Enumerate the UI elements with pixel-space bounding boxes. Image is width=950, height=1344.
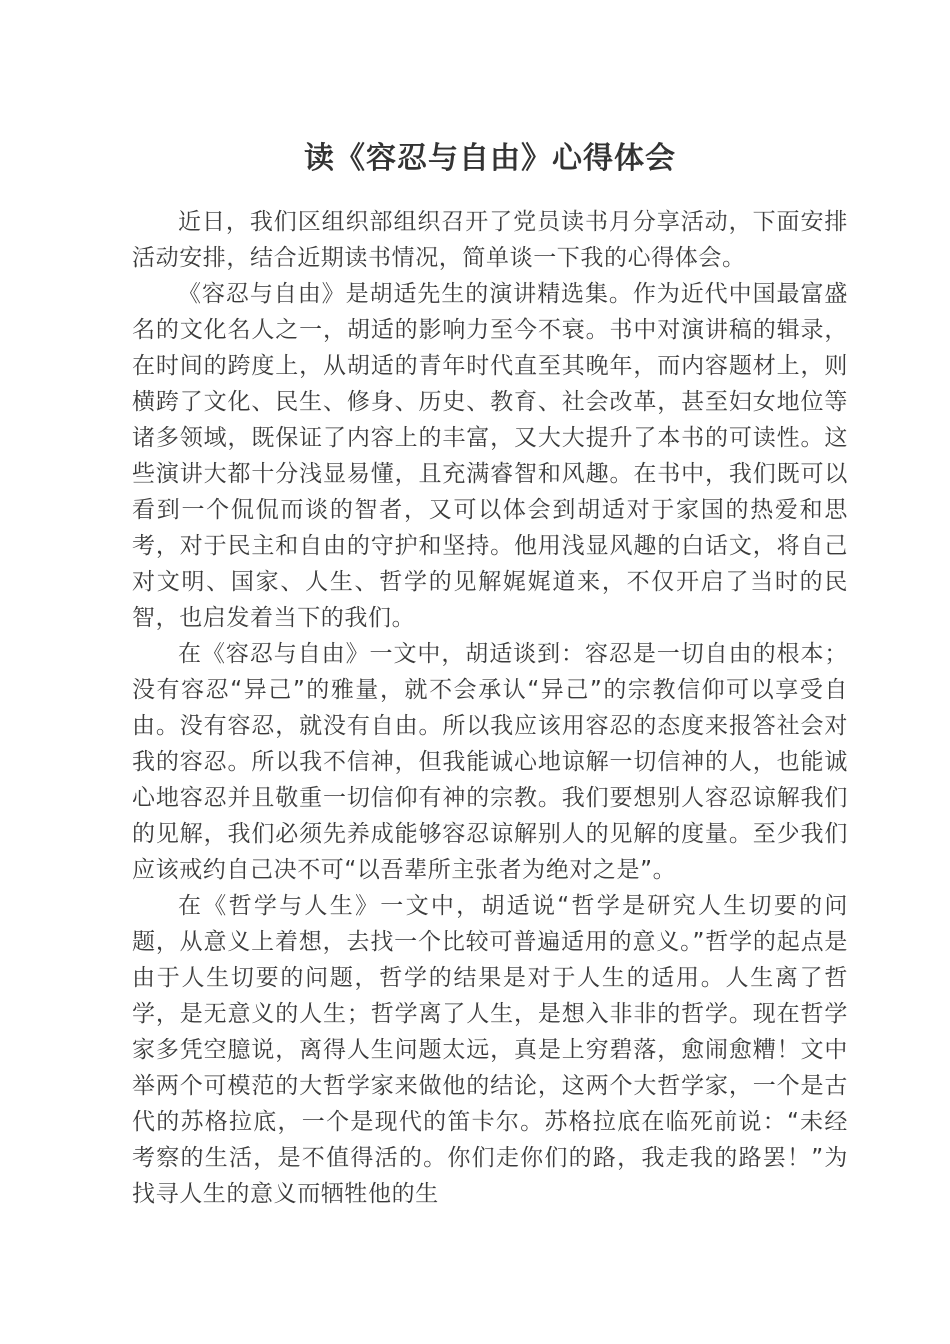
- paragraph-book-overview: 《容忍与自由》是胡适先生的演讲精选集。作为近代中国最富盛名的文化名人之一，胡适的影响力至今不衰。书中对演讲稿的辑录，在时间的跨度上，从胡适的青年时代直至其晚年，而内容题材上，则横跨了文化、民生、修身、历史、教育、社会改革，甚至妇女地位等诸多领域，既保证了内容上的丰富，又大大提升了本书的可读性。这些演讲大都十分浅显易懂，且充满睿智和风趣。在书中，我们既可以看到一个侃侃而谈的智者，又可以体会到胡适对于家国的热爱和思考，对于民主和自由的守护和坚持。他用浅显风趣的白话文，将自己对文明、国家、人生、哲学的见解娓娓道来，不仅开启了当时的民智，也启发着当下的我们。: [132, 281, 848, 631]
- paragraph-tolerance-freedom: 在《容忍与自由》一文中，胡适谈到：容忍是一切自由的根本；没有容忍“异己”的雅量，就不会承认“异己”的宗教信仰可以享受自由。没有容忍，就没有自由。所以我应该用容忍的态度来报答社会对我的容忍。所以我不信神，但我能诚心地谅解一切信神的人，也能诚心地容忍并且敬重一切信仰有神的宗教。我们要想别人容忍谅解我们的见解，我们必须先养成能够容忍谅解别人的见解的度量。至少我们应该戒约自己决不可“以吾辈所主张者为绝对之是”。: [132, 641, 848, 883]
- paragraph-philosophy-life: 在《哲学与人生》一文中，胡适说“哲学是研究人生切要的问题，从意义上着想，去找一个比较可普遍适用的意义。”哲学的起点是由于人生切要的问题，哲学的结果是对于人生的适用。人生离了哲学，是无意义的人生；哲学离了人生，是想入非非的哲学。现在哲学家多凭空臆说，离得人生问题太远，真是上穷碧落，愈闹愈糟！文中举两个可模范的大哲学家来做他的结论，这两个大哲学家，一个是古代的苏格拉底，一个是现代的笛卡尔。苏格拉底在临死前说：“未经考察的生活，是不值得活的。你们走你们的路，我走我的路罢！”为找寻人生的意义而牺牲他的生: [132, 893, 848, 1207]
- document-title: 读《容忍与自由》心得体会: [304, 141, 676, 176]
- document-page: [132, 128, 848, 1212]
- paragraph-intro: 近日，我们区组织部组织召开了党员读书月分享活动，下面安排活动安排，结合近期读书情况，简单谈一下我的心得体会。: [132, 209, 848, 271]
